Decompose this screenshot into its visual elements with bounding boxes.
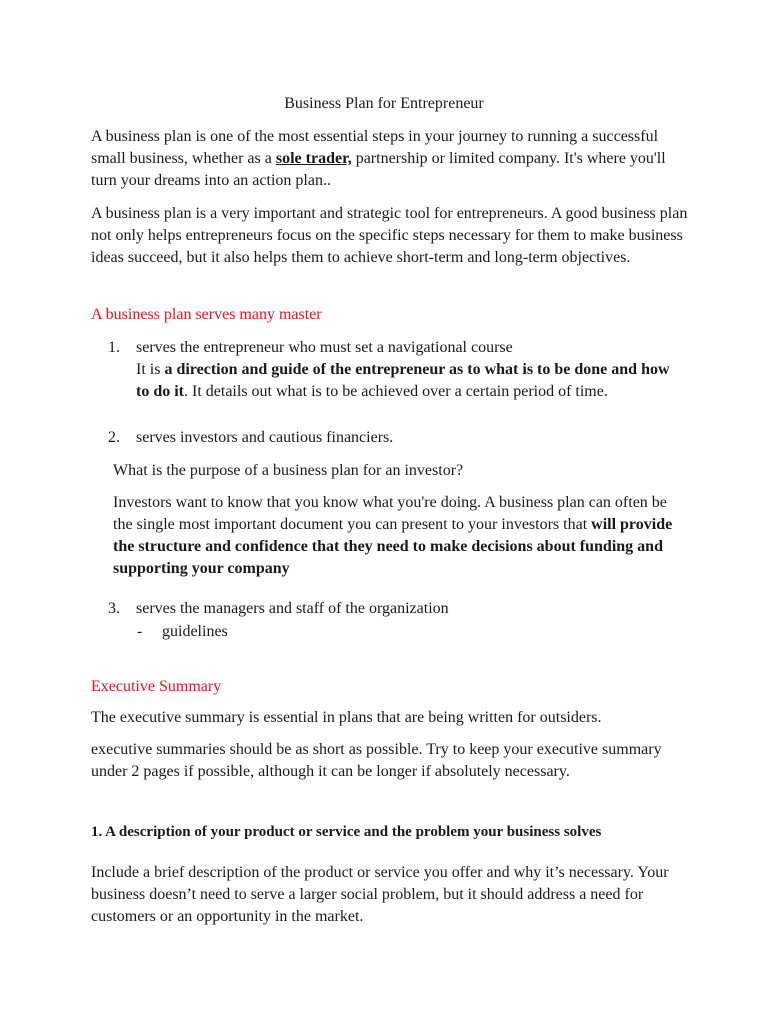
list-item-1-continuation: [136, 359, 681, 403]
list-number-3: 3.: [108, 600, 120, 617]
continuation-text-b: . It details out what is to be achieved over a certain period of time.: [184, 383, 608, 400]
intro-paragraph-1: [91, 126, 691, 192]
list-text-3: serves the managers and staff of the organization: [136, 600, 449, 617]
executive-paragraph-2: executive summaries should be as short as possible. Try to keep your executive summary under 2 pages if possible, although it can be longer if absolutely necessary.: [91, 741, 662, 780]
investor-question: What is the purpose of a business plan for an investor?: [113, 462, 464, 479]
investor-answer-bold: will provide the structure and confidence that they need to make decisions about funding and supporting your company: [113, 516, 673, 577]
intro-paragraph-2: A business plan is a very important and strategic tool for entrepreneurs. A good business plan not only helps entrepreneurs focus on the specific steps necessary for them to make business ideas succeed, but it also helps them to achieve short-term and long-term objectives.: [91, 205, 688, 266]
document-title: Business Plan for Entrepreneur: [284, 95, 484, 112]
continuation-bold: a direction and guide of the entrepreneur as to what is to be done and how to do it: [136, 361, 670, 400]
section-1-heading: 1. A description of your product or service and the problem your business solves: [91, 824, 602, 840]
sole-trader-link[interactable]: sole trader,: [275, 150, 352, 167]
continuation-text-a: It is: [136, 361, 165, 378]
intro-text-b: partnership or limited company. It's where you'll turn your dreams into an action plan..: [91, 150, 666, 189]
intro-text-a: A business plan is one of the most essential steps in your journey to running a successful small business, whether as a: [91, 128, 659, 167]
section-1-body: Include a brief description of the product or service you offer and why it’s necessary. Your business doesn’t need to serve a larger social problem, but it should address a need for customers or an opportunity in the market.: [91, 864, 669, 925]
list-text-2: serves investors and cautious financiers.: [136, 429, 394, 446]
list-text-1: serves the entrepreneur who must set a navigational course: [136, 339, 513, 356]
investor-answer: [113, 492, 683, 580]
list-number-1: 1.: [108, 339, 120, 356]
list-number-2: 2.: [108, 429, 120, 446]
sub-list-dash: -: [137, 623, 143, 640]
executive-paragraph-1: The executive summary is essential in plans that are being written for outsiders.: [91, 709, 602, 726]
executive-summary-heading: Executive Summary: [91, 678, 222, 695]
investor-answer-text: Investors want to know that you know what you're doing. A business plan can often be the single most important document you can present to your investors that: [113, 494, 667, 533]
masters-heading: A business plan serves many master: [91, 306, 322, 323]
sub-list-text: guidelines: [162, 623, 228, 640]
